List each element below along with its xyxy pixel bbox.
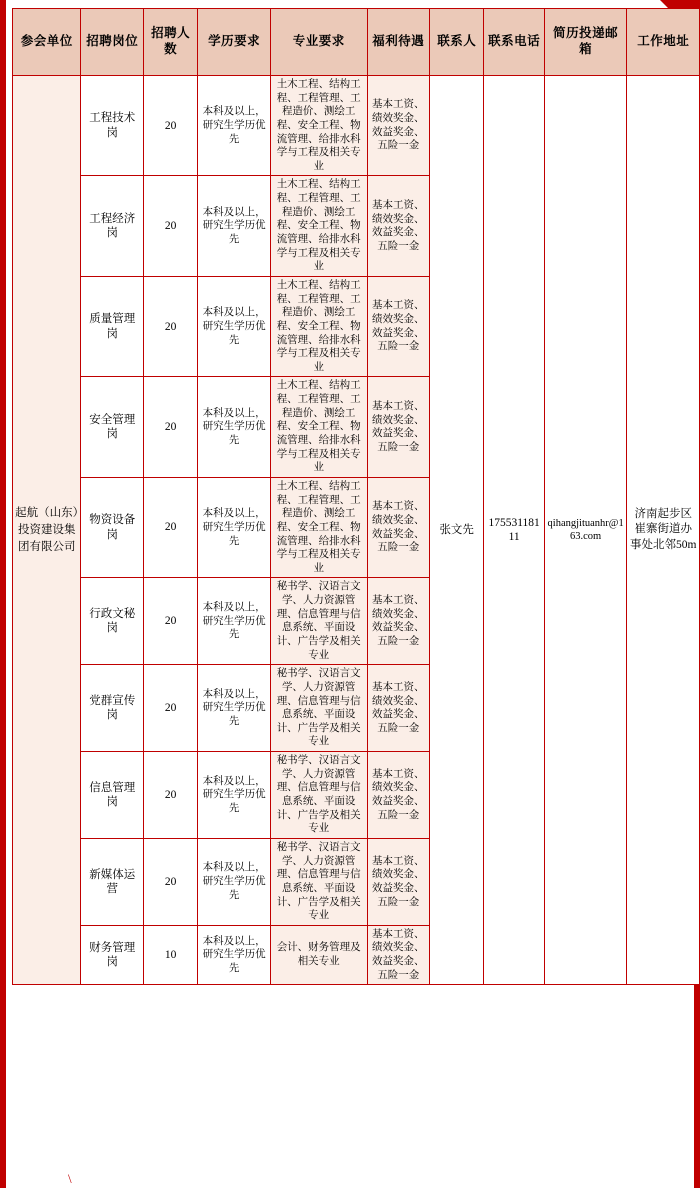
cell-count: 20 (143, 377, 197, 477)
cell-address: 济南起步区崔寨街道办事处北邻50m (627, 76, 700, 985)
cell-major: 土木工程、结构工程、工程管理、工程造价、测绘工程、安全工程、物流管理、给排水科学与工程及相关专业 (270, 377, 367, 477)
column-header-email: 简历投递邮箱 (544, 9, 627, 76)
column-header-contact-name: 联系人 (430, 9, 484, 76)
cell-count: 20 (143, 477, 197, 577)
cell-education: 本科及以上，研究生学历优先 (198, 578, 271, 665)
cell-major: 土木工程、结构工程、工程管理、工程造价、测绘工程、安全工程、物流管理、给排水科学与工程及相关专业 (270, 477, 367, 577)
cell-welfare: 基本工资、绩效奖金、效益奖金、五险一金 (367, 838, 429, 925)
cell-education: 本科及以上，研究生学历优先 (198, 752, 271, 839)
cell-welfare: 基本工资、绩效奖金、效益奖金、五险一金 (367, 76, 429, 176)
cell-count: 20 (143, 665, 197, 752)
cell-post: 安全管理岗 (81, 377, 143, 477)
cell-major: 秘书学、汉语言文学、人力资源管理、信息管理与信息系统、平面设计、广告学及相关专业 (270, 838, 367, 925)
cell-welfare: 基本工资、绩效奖金、效益奖金、五险一金 (367, 665, 429, 752)
table-row (13, 76, 700, 176)
column-header-major: 专业要求 (270, 9, 367, 76)
cell-contact-phone: 17553118111 (484, 76, 544, 985)
cell-post: 新媒体运营 (81, 838, 143, 925)
cell-post: 物资设备岗 (81, 477, 143, 577)
cell-education: 本科及以上，研究生学历优先 (198, 276, 271, 376)
cell-post: 财务管理岗 (81, 925, 143, 985)
cell-count: 20 (143, 176, 197, 276)
cell-welfare: 基本工资、绩效奖金、效益奖金、五险一金 (367, 925, 429, 985)
cell-post: 工程经济岗 (81, 176, 143, 276)
cell-major: 会计、财务管理及相关专业 (270, 925, 367, 985)
cell-major: 秘书学、汉语言文学、人力资源管理、信息管理与信息系统、平面设计、广告学及相关专业 (270, 752, 367, 839)
cell-count: 20 (143, 76, 197, 176)
cell-education: 本科及以上，研究生学历优先 (198, 76, 271, 176)
cell-company: 起航（山东）投资建设集团有限公司 (13, 76, 81, 985)
cell-post: 党群宣传岗 (81, 665, 143, 752)
cell-count: 20 (143, 578, 197, 665)
cell-education: 本科及以上，研究生学历优先 (198, 925, 271, 985)
bottom-decoration-mark: \ (68, 1171, 72, 1186)
cell-welfare: 基本工资、绩效奖金、效益奖金、五险一金 (367, 377, 429, 477)
cell-count: 20 (143, 276, 197, 376)
column-header-count: 招聘人数 (143, 9, 197, 76)
cell-major: 土木工程、结构工程、工程管理、工程造价、测绘工程、安全工程、物流管理、给排水科学与工程及相关专业 (270, 176, 367, 276)
cell-major: 土木工程、结构工程、工程管理、工程造价、测绘工程、安全工程、物流管理、给排水科学与工程及相关专业 (270, 276, 367, 376)
column-header-contact-phone: 联系电话 (484, 9, 544, 76)
column-header-welfare: 福利待遇 (367, 9, 429, 76)
recruitment-table-wrapper (12, 8, 700, 985)
cell-count: 20 (143, 838, 197, 925)
cell-education: 本科及以上，研究生学历优先 (198, 665, 271, 752)
table-header-row (13, 9, 700, 76)
cell-welfare: 基本工资、绩效奖金、效益奖金、五险一金 (367, 176, 429, 276)
column-header-address: 工作地址 (627, 9, 700, 76)
cell-welfare: 基本工资、绩效奖金、效益奖金、五险一金 (367, 477, 429, 577)
cell-post: 行政文秘岗 (81, 578, 143, 665)
cell-count: 10 (143, 925, 197, 985)
cell-education: 本科及以上，研究生学历优先 (198, 176, 271, 276)
cell-count: 20 (143, 752, 197, 839)
cell-post: 工程技术岗 (81, 76, 143, 176)
cell-education: 本科及以上，研究生学历优先 (198, 477, 271, 577)
cell-email[interactable]: qihangjituanhr@163.com (544, 76, 627, 985)
cell-education: 本科及以上，研究生学历优先 (198, 838, 271, 925)
cell-education: 本科及以上，研究生学历优先 (198, 377, 271, 477)
cell-welfare: 基本工资、绩效奖金、效益奖金、五险一金 (367, 276, 429, 376)
column-header-post: 招聘岗位 (81, 9, 143, 76)
column-header-company: 参会单位 (13, 9, 81, 76)
cell-major: 秘书学、汉语言文学、人力资源管理、信息管理与信息系统、平面设计、广告学及相关专业 (270, 578, 367, 665)
cell-welfare: 基本工资、绩效奖金、效益奖金、五险一金 (367, 752, 429, 839)
cell-post: 信息管理岗 (81, 752, 143, 839)
cell-major: 秘书学、汉语言文学、人力资源管理、信息管理与信息系统、平面设计、广告学及相关专业 (270, 665, 367, 752)
cell-major: 土木工程、结构工程、工程管理、工程造价、测绘工程、安全工程、物流管理、给排水科学与工程及相关专业 (270, 76, 367, 176)
column-header-education: 学历要求 (198, 9, 271, 76)
cell-welfare: 基本工资、绩效奖金、效益奖金、五险一金 (367, 578, 429, 665)
recruitment-table (12, 8, 700, 985)
cell-post: 质量管理岗 (81, 276, 143, 376)
cell-contact-name: 张文先 (430, 76, 484, 985)
